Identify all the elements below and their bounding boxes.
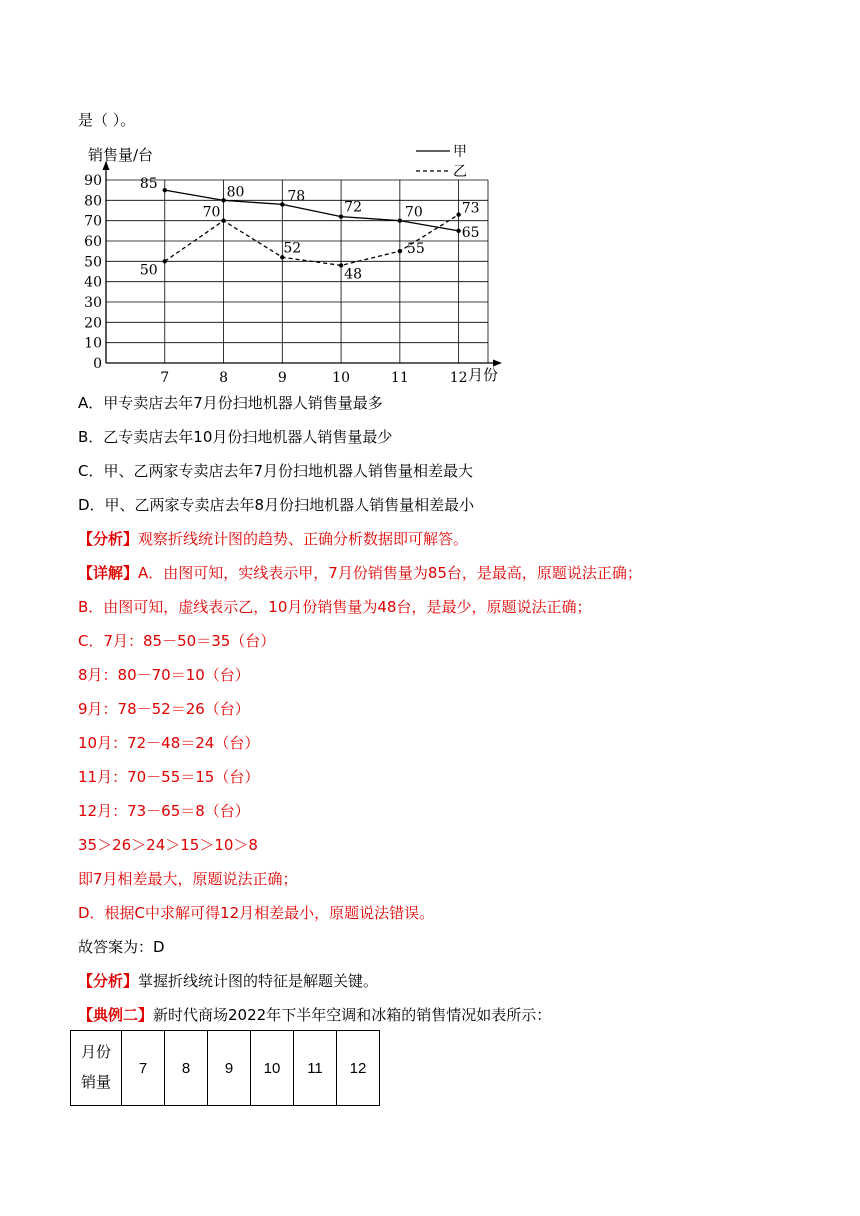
legend-label-yi: 乙 [453,164,467,180]
data-point [221,218,225,222]
data-label: 52 [283,240,302,257]
x-tick-label: 9 [277,370,287,386]
table-row [71,1031,380,1106]
data-label: 70 [202,204,221,221]
example-2-text: 新时代商场2022年下半年空调和冰箱的销售情况如表所示： [153,1006,552,1024]
data-point [221,198,225,202]
data-point [456,229,460,233]
analysis-2-text: 掌握折线统计图的特征是解题关键。 [138,972,379,990]
x-tick-label: 8 [219,370,228,386]
y-tick-label: 40 [84,274,102,291]
data-label: 78 [287,188,306,205]
legend-label-jia: 甲 [453,144,467,160]
detail-line-conclusion: 即7月相差最大，原题说法正确； [78,870,298,888]
x-tick-label: 10 [332,370,350,386]
table-month-cell: 11 [294,1031,337,1106]
y-tick-label: 90 [84,173,102,189]
data-label: 72 [344,199,362,216]
detail-line-dec: 12月：73－65＝8（台） [78,802,250,820]
series-line-yi [165,215,459,266]
data-point [456,212,460,216]
y-tick-labels [84,173,102,372]
data-point [398,218,402,222]
y-tick-label: 50 [84,254,102,271]
analysis-1 [78,529,468,549]
data-label: 50 [139,262,158,279]
sales-line-chart [70,140,510,390]
y-tick-label: 80 [84,193,102,210]
y-tick-label: 0 [93,356,102,372]
data-label: 80 [226,184,245,201]
table-month-cell: 7 [122,1031,165,1106]
data-label: 65 [461,224,480,241]
data-label: 70 [404,204,423,221]
data-label: 73 [461,200,480,217]
analysis-2 [78,971,378,991]
analysis-2-tag: 【分析】 [78,972,139,990]
detail-line-d: D．根据C中求解可得12月相差最小，原题说法错误。 [78,904,435,922]
header-sales: 销量 [80,1074,111,1091]
detail-line-oct: 10月：72－48＝24（台） [78,734,260,752]
y-tick-label: 10 [84,335,102,352]
detail-line-aug: 8月：80－70＝10（台） [78,666,250,684]
data-point [280,202,284,206]
y-tick-label: 60 [84,234,102,250]
detail-line-nov: 11月：70－55＝15（台） [78,768,260,786]
detail-first-text: A．由图可知，实线表示甲，7月份销售量为85台，是最高，原题说法正确； [138,564,642,582]
table-month-cell: 10 [251,1031,294,1106]
data-point [163,259,167,263]
detail-line-c: C．7月：85－50＝35（台） [78,632,276,650]
data-label: 85 [139,176,158,193]
detail-first [78,563,642,583]
data-labels [140,176,480,282]
x-tick-label: 12 [449,370,468,386]
y-tick-label: 30 [84,295,102,311]
header-month: 月份 [80,1044,111,1061]
data-point [398,249,402,253]
option-c: C．甲、乙两家专卖店去年7月份扫地机器人销售量相差最大 [78,462,474,480]
detail-line-compare: 35＞26＞24＞15＞10＞8 [78,836,258,854]
y-axis-label: 销售量/台 [88,146,154,164]
table-month-cell: 12 [337,1031,380,1106]
data-point [163,188,167,192]
data-point [339,214,343,218]
detail-line-sep: 9月：78－52＝26（台） [78,700,250,718]
detail-tag: 【详解】 [78,564,139,582]
detail-line-b: B．由图可知，虚线表示乙，10月份销售量为48台，是最少，原题说法正确； [78,598,592,616]
table-header-cell [71,1031,122,1106]
question-tail: 是（ ）。 [78,111,136,129]
data-point [339,263,343,267]
example-2-heading [78,1005,551,1025]
y-tick-label: 20 [84,315,102,332]
table-month-cell: 8 [165,1031,208,1106]
data-label: 48 [344,266,362,283]
analysis-1-tag: 【分析】 [78,530,139,548]
x-tick-label: 7 [160,370,170,386]
legend [416,144,467,180]
x-tick-labels [160,370,467,386]
x-axis-label: 月份 [468,366,499,384]
data-label: 55 [406,241,425,258]
example-2-tag: 【典例二】 [78,1006,154,1024]
x-tick-label: 11 [390,370,409,386]
table-month-cell: 9 [208,1031,251,1106]
option-b: B．乙专卖店去年10月份扫地机器人销售量最少 [78,428,393,446]
y-tick-label: 70 [84,213,102,230]
sales-table [70,1030,380,1106]
option-d: D．甲、乙两家专卖店去年8月份扫地机器人销售量相差最小 [78,496,475,514]
analysis-1-text: 观察折线统计图的趋势、正确分析数据即可解答。 [138,530,469,548]
option-a: A．甲专卖店去年7月份扫地机器人销售量最多 [78,394,383,412]
answer-line: 故答案为：D [78,938,165,956]
